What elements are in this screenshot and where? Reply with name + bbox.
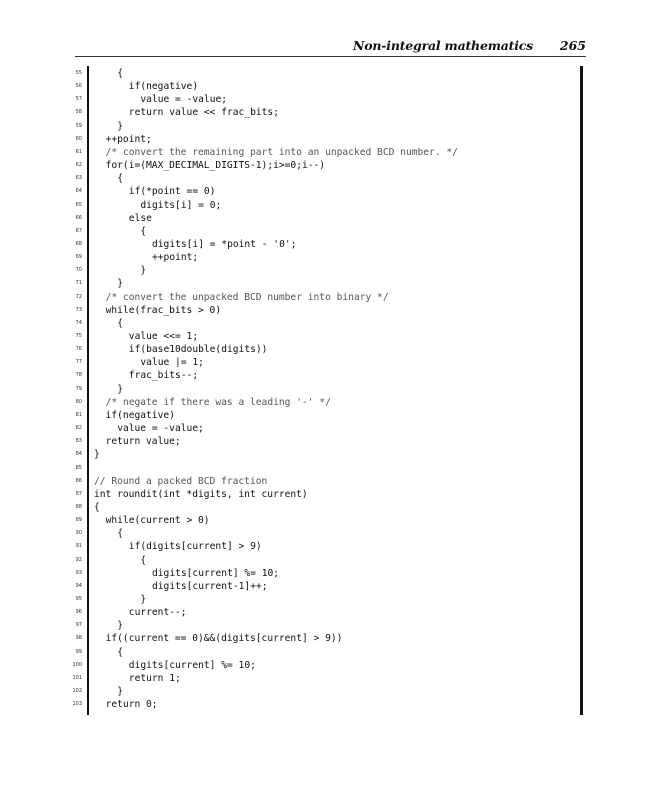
code-text: {	[140, 554, 147, 566]
code-line	[0, 67, 580, 80]
code-line	[0, 606, 580, 619]
code-line	[0, 462, 580, 475]
line-number: 71	[75, 280, 82, 287]
line-number: 77	[75, 359, 82, 366]
code-text: return value;	[105, 436, 181, 448]
code-line	[0, 199, 580, 212]
line-number: 97	[75, 622, 82, 629]
code-line	[0, 475, 580, 488]
line-number: 65	[75, 201, 82, 208]
code-line	[0, 567, 580, 580]
line-number: 102	[72, 688, 82, 695]
code-text: ++point;	[152, 252, 199, 264]
code-text: value |= 1;	[140, 357, 204, 369]
line-number: 55	[75, 70, 82, 76]
code-line	[0, 448, 580, 461]
code-line	[0, 185, 580, 198]
code-text: if(*point == 0)	[128, 186, 216, 198]
page-number: 265	[559, 38, 586, 53]
code-text: if(base10double(digits))	[128, 344, 268, 356]
code-text: {	[117, 317, 123, 329]
code-comment: /* convert the unpacked BCD number into binary */	[105, 291, 389, 303]
code-line	[0, 291, 580, 304]
code-line	[0, 225, 580, 238]
line-number: 84	[75, 451, 82, 458]
line-number: 82	[75, 425, 82, 432]
code-line	[0, 317, 580, 330]
code-text: digits[current] %= 10;	[128, 659, 256, 671]
line-number: 63	[75, 175, 82, 182]
line-number: 62	[75, 162, 82, 169]
line-number: 88	[75, 503, 82, 510]
code-line	[0, 632, 580, 645]
code-line	[0, 80, 580, 93]
code-text: for(i=(MAX_DECIMAL_DIGITS-1);i>=0;i--)	[105, 160, 326, 172]
code-line	[0, 212, 580, 225]
code-text: }	[140, 594, 147, 605]
code-line	[0, 514, 580, 527]
code-text: {	[140, 225, 147, 237]
code-line	[0, 330, 580, 343]
code-line	[0, 304, 580, 317]
code-text: current--;	[128, 607, 187, 619]
line-number: 91	[75, 543, 82, 550]
line-number: 78	[75, 372, 82, 379]
code-text: digits[current-1]++;	[152, 580, 268, 592]
code-line	[0, 159, 580, 172]
code-line	[0, 106, 580, 119]
code-text: {	[117, 528, 123, 540]
code-text: if(negative)	[105, 409, 175, 421]
code-text: {	[117, 646, 123, 658]
line-number: 90	[75, 530, 82, 537]
code-text: }	[117, 620, 123, 632]
code-line	[0, 396, 580, 409]
code-line	[0, 120, 580, 133]
line-number: 95	[75, 596, 82, 602]
code-line	[0, 238, 580, 251]
line-number: 69	[75, 254, 82, 261]
code-line	[0, 133, 580, 146]
code-comment: /* convert the remaining part into an unpacked BCD number. */	[105, 146, 458, 158]
line-number: 66	[75, 214, 82, 221]
code-text: frac_bits--;	[128, 370, 199, 382]
code-text: value = -value;	[140, 94, 228, 106]
code-text: }	[117, 383, 123, 395]
code-text: return 0;	[105, 699, 158, 711]
code-text: if((current == 0)&&(digits[current] > 9))	[105, 633, 343, 645]
code-line	[0, 501, 580, 514]
code-text: digits[i] = *point - '0';	[152, 238, 297, 250]
code-line	[0, 435, 580, 448]
code-text: }	[117, 120, 123, 132]
line-number: 87	[75, 490, 82, 497]
code-text: {	[117, 68, 123, 79]
line-number: 86	[75, 477, 82, 484]
code-text: return value << frac_bits;	[128, 107, 279, 119]
code-line	[0, 343, 580, 356]
line-number: 56	[75, 83, 82, 90]
line-number: 93	[75, 569, 82, 576]
line-number: 80	[75, 398, 82, 405]
code-line	[0, 93, 580, 106]
code-line	[0, 422, 580, 435]
code-text: return 1;	[128, 672, 181, 684]
code-text: value <<= 1;	[128, 331, 199, 342]
code-text: else	[128, 212, 152, 224]
line-number: 61	[75, 148, 82, 155]
code-line	[0, 540, 580, 553]
code-text: }	[140, 265, 147, 277]
line-number: 98	[75, 635, 82, 642]
code-line	[0, 554, 580, 567]
code-text: ++point;	[105, 133, 152, 145]
code-line	[0, 698, 580, 711]
line-number: 73	[75, 306, 82, 313]
code-line	[0, 619, 580, 632]
code-text: int roundit(int *digits, int current)	[94, 488, 308, 500]
code-line	[0, 488, 580, 501]
line-number: 60	[75, 135, 82, 142]
code-line	[0, 383, 580, 396]
code-line	[0, 251, 580, 264]
line-number: 64	[75, 188, 82, 195]
line-number: 94	[75, 582, 82, 589]
code-text: while(frac_bits > 0)	[105, 304, 222, 316]
code-line	[0, 593, 580, 606]
code-text: {	[117, 173, 123, 185]
line-number: 59	[75, 122, 82, 129]
line-number: 85	[75, 464, 82, 471]
code-line	[0, 580, 580, 593]
code-line	[0, 172, 580, 185]
code-line	[0, 146, 580, 159]
line-number: 81	[75, 411, 82, 418]
code-line	[0, 356, 580, 369]
line-number: 58	[75, 109, 82, 116]
code-line	[0, 277, 580, 290]
chapter-title: Non-integral mathematics	[353, 38, 533, 53]
code-comment: // Round a packed BCD fraction	[94, 475, 268, 487]
code-text: if(digits[current] > 9)	[128, 541, 262, 553]
code-text: value = -value;	[117, 423, 204, 435]
code-line	[0, 264, 580, 277]
listing-right-rule	[580, 66, 583, 715]
line-number: 103	[72, 701, 82, 708]
line-number: 68	[75, 240, 82, 247]
code-line	[0, 527, 580, 540]
code-line	[0, 409, 580, 422]
code-line	[0, 685, 580, 698]
code-text: digits[i] = 0;	[140, 199, 222, 211]
code-line	[0, 369, 580, 382]
line-number: 70	[75, 267, 82, 274]
line-number: 89	[75, 517, 82, 524]
line-number: 72	[75, 293, 82, 300]
line-number: 67	[75, 227, 82, 234]
code-text: {	[94, 501, 100, 513]
line-number: 101	[72, 674, 82, 681]
code-text: }	[94, 449, 100, 461]
line-number: 92	[75, 556, 82, 563]
line-number: 79	[75, 385, 82, 392]
code-text: digits[current] %= 10;	[152, 567, 280, 579]
code-text: while(current > 0)	[105, 515, 210, 527]
line-number: 76	[75, 346, 82, 353]
code-text: if(negative)	[128, 81, 199, 93]
line-number: 99	[75, 648, 82, 655]
line-number: 74	[75, 319, 82, 326]
line-number: 57	[75, 96, 82, 103]
code-line	[0, 672, 580, 685]
code-line	[0, 646, 580, 659]
code-text: }	[117, 686, 123, 698]
code-text: }	[117, 278, 123, 290]
line-number: 83	[75, 438, 82, 445]
code-line	[0, 659, 580, 672]
line-number: 96	[75, 609, 82, 616]
code-comment: /* negate if there was a leading '-' */	[105, 396, 331, 408]
line-number: 100	[72, 661, 82, 668]
line-number: 75	[75, 333, 82, 339]
